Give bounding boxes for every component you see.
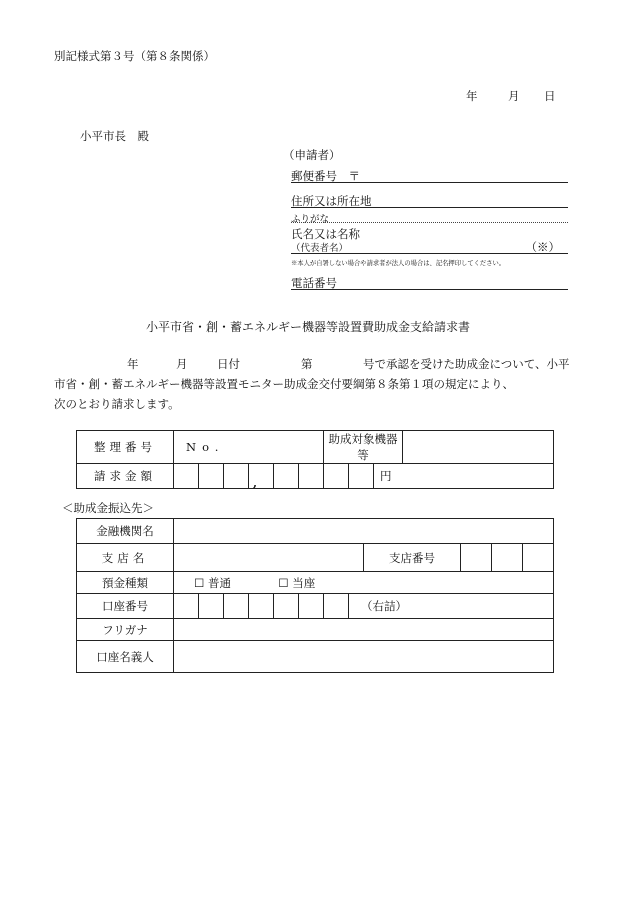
yen-cell bbox=[374, 464, 554, 489]
postal-code-label: 郵便番号 〒 bbox=[291, 169, 360, 183]
phone-field[interactable] bbox=[291, 275, 568, 290]
amount-digit-4[interactable] bbox=[249, 464, 274, 489]
name-label: 氏名又は名称 bbox=[291, 227, 360, 241]
amount-digit-6[interactable] bbox=[299, 464, 324, 489]
thousands-comma: , bbox=[253, 476, 258, 490]
body-no-prefix: 第 bbox=[301, 357, 313, 371]
body-line2: 市省・創・蓄エネルギー機器等設置モニター助成金交付要綱第８条第１項の規定により、 bbox=[54, 377, 514, 391]
amount-digit-7[interactable] bbox=[324, 464, 349, 489]
account-digit-3[interactable] bbox=[224, 594, 249, 619]
phone-label: 電話番号 bbox=[291, 276, 337, 290]
date-month-label: 月 bbox=[508, 89, 520, 103]
ref-number-cell[interactable] bbox=[174, 431, 324, 464]
checkbox-ordinary[interactable] bbox=[194, 576, 231, 590]
checkbox-current[interactable] bbox=[278, 576, 315, 590]
amount-digit-2[interactable] bbox=[199, 464, 224, 489]
ordinary-label: 普通 bbox=[207, 575, 231, 590]
ref-number-label: 整理番号 bbox=[77, 431, 174, 464]
account-number-label: 口座番号 bbox=[77, 594, 174, 619]
address-label: 住所又は所在地 bbox=[291, 194, 372, 208]
branch-number-digit-2[interactable] bbox=[492, 544, 523, 572]
account-digit-4[interactable] bbox=[249, 594, 274, 619]
document-title: 小平市省・創・蓄エネルギー機器等設置費助成金支給請求書 bbox=[146, 320, 471, 334]
furigana-field[interactable] bbox=[291, 211, 568, 223]
account-holder-label: 口座名義人 bbox=[77, 641, 174, 673]
amount-digit-5[interactable] bbox=[274, 464, 299, 489]
furigana-label: ふりがな bbox=[291, 214, 330, 225]
addressee: 小平市長 殿 bbox=[80, 129, 149, 143]
body-line3: 次のとおり請求します。 bbox=[54, 397, 180, 411]
amount-digit-3[interactable] bbox=[224, 464, 249, 489]
yen-label: 円 bbox=[380, 469, 392, 483]
bank-table bbox=[76, 518, 554, 673]
kana-label: フリガナ bbox=[77, 619, 174, 641]
branch-label: 支店名 bbox=[77, 544, 174, 572]
form-number: 別記様式第３号（第８条関係） bbox=[54, 49, 215, 63]
seal-mark: （※） bbox=[525, 240, 560, 254]
body-year: 年 bbox=[127, 357, 139, 371]
device-label: 助成対象機器等 bbox=[324, 431, 403, 464]
applicant-heading: （申請者） bbox=[283, 148, 341, 162]
bank-section-heading: ＜助成金振込先＞ bbox=[62, 501, 154, 515]
account-digit-6[interactable] bbox=[299, 594, 324, 619]
postal-code-field[interactable] bbox=[291, 168, 568, 183]
representative-label: （代表者名） bbox=[291, 243, 349, 254]
bank-name-value[interactable] bbox=[174, 519, 554, 544]
branch-value[interactable] bbox=[174, 544, 364, 572]
date-day-label: 日 bbox=[544, 89, 556, 103]
checkbox-icon: ☐ bbox=[278, 575, 289, 590]
bank-name-label: 金融機関名 bbox=[77, 519, 174, 544]
account-type-label: 預金種類 bbox=[77, 572, 174, 594]
account-type-options bbox=[174, 572, 554, 594]
kana-value[interactable] bbox=[174, 619, 554, 641]
date-year-label: 年 bbox=[466, 89, 478, 103]
address-field[interactable] bbox=[291, 193, 568, 208]
representative-name-field[interactable] bbox=[291, 240, 568, 254]
checkbox-icon: ☐ bbox=[194, 575, 205, 590]
amount-digit-8[interactable] bbox=[349, 464, 374, 489]
account-digit-2[interactable] bbox=[199, 594, 224, 619]
account-digit-7[interactable] bbox=[324, 594, 349, 619]
account-digit-1[interactable] bbox=[174, 594, 199, 619]
body-month: 月 bbox=[176, 357, 188, 371]
ref-number-prefix: No. bbox=[186, 440, 225, 454]
body-line1-rest: 号で承認を受けた助成金について、小平 bbox=[363, 357, 570, 371]
account-number-note: （右詰） bbox=[349, 594, 554, 619]
branch-number-label: 支店番号 bbox=[364, 544, 461, 572]
amount-label: 請求金額 bbox=[77, 464, 174, 489]
account-holder-value[interactable] bbox=[174, 641, 554, 673]
signature-note: ※本人が自署しない場合や請求者が法人の場合は、記名押印してください。 bbox=[291, 260, 506, 267]
amount-digit-1[interactable] bbox=[174, 464, 199, 489]
body-date-suffix: 日付 bbox=[217, 357, 240, 371]
claim-table bbox=[76, 430, 554, 489]
branch-number-digit-1[interactable] bbox=[461, 544, 492, 572]
current-label: 当座 bbox=[292, 575, 316, 590]
device-value[interactable] bbox=[403, 431, 554, 464]
account-digit-5[interactable] bbox=[274, 594, 299, 619]
branch-number-digit-3[interactable] bbox=[523, 544, 554, 572]
